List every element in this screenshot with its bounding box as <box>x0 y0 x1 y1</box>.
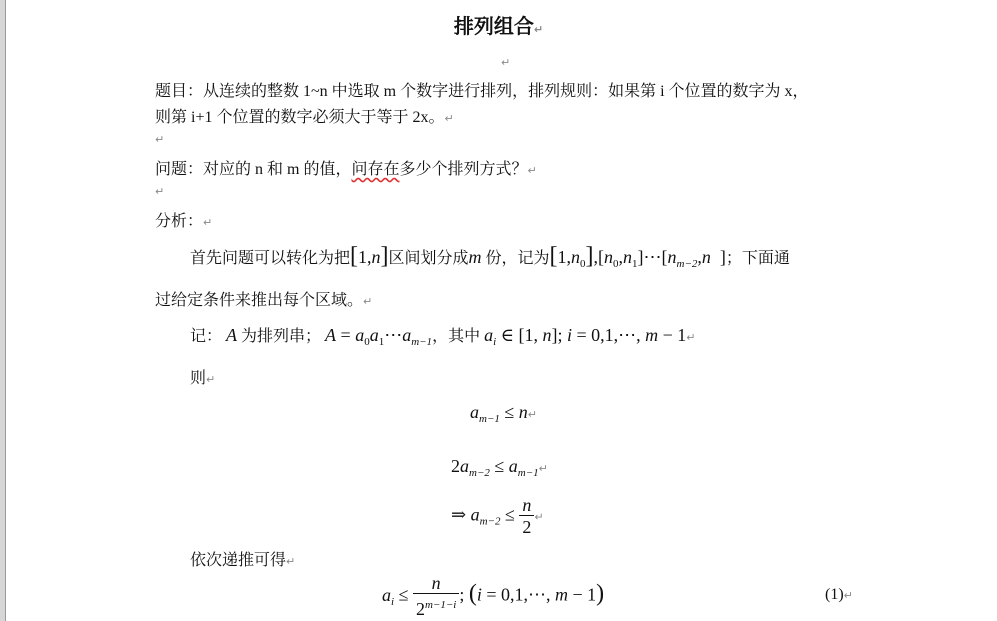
analysis-heading: 分析：↵ <box>155 213 213 230</box>
equation-1: $a_{m-1}$ ≤ n↵ <box>470 402 537 425</box>
notation-line: 记： A 为排列串； $A = a_0a_1\cdots a_{m-1}$，其中 $a_i$ ∈ [1, n]; i = 0,1,⋯, m − 1↵ <box>190 325 696 348</box>
problem-line-2: 则第 i+1 个位置的数字必须大于等于 2x。↵ <box>155 109 454 126</box>
document-title <box>0 10 997 39</box>
equation-3: ⇒ $a_{m-2}$ ≤ $\frac{n}{2}$ ↵ <box>451 495 544 537</box>
spellcheck-underline: 问存在 <box>351 161 400 178</box>
title-text: 排列组合 <box>453 14 534 38</box>
paragraph-mark: ↵ <box>155 133 165 146</box>
question-line: 问题：对应的 n 和 m 的值，问存在多少个排列方式？↵ <box>155 161 537 178</box>
equation-number: (1)↵ <box>825 586 853 603</box>
paragraph-mark: ↵ <box>155 185 165 198</box>
equation-4: $a_i$ ≤ $\frac{n}{2^{m-1-i}}$ ; (i = 0,1,⋯, m − 1) <box>382 573 605 619</box>
paragraph-mark: ↵ <box>533 23 544 36</box>
recursion-label: 依次递推可得↵ <box>190 552 296 569</box>
analysis-paragraph-2: 过给定条件来推出每个区域。↵ <box>155 292 373 309</box>
page-left-edge <box>0 0 6 621</box>
analysis-paragraph-1: 首先问题可以转化为把[1,n]区间划分成m 份，记为$[1,n_0],[n_0,n_1]\cdots[n_{m-2},n$ ]；下面通 <box>190 243 790 270</box>
equation-2: $2a_{m-2}$ ≤ $a_{m-1}↵$ <box>451 456 548 479</box>
problem-line-1: 题目：从连续的整数 1~n 中选取 m 个数字进行排列，排列规则：如果第 i 个位置的数字为 x， <box>155 83 809 100</box>
paragraph-mark: ↵ <box>501 56 511 69</box>
then-label: 则↵ <box>190 370 216 387</box>
